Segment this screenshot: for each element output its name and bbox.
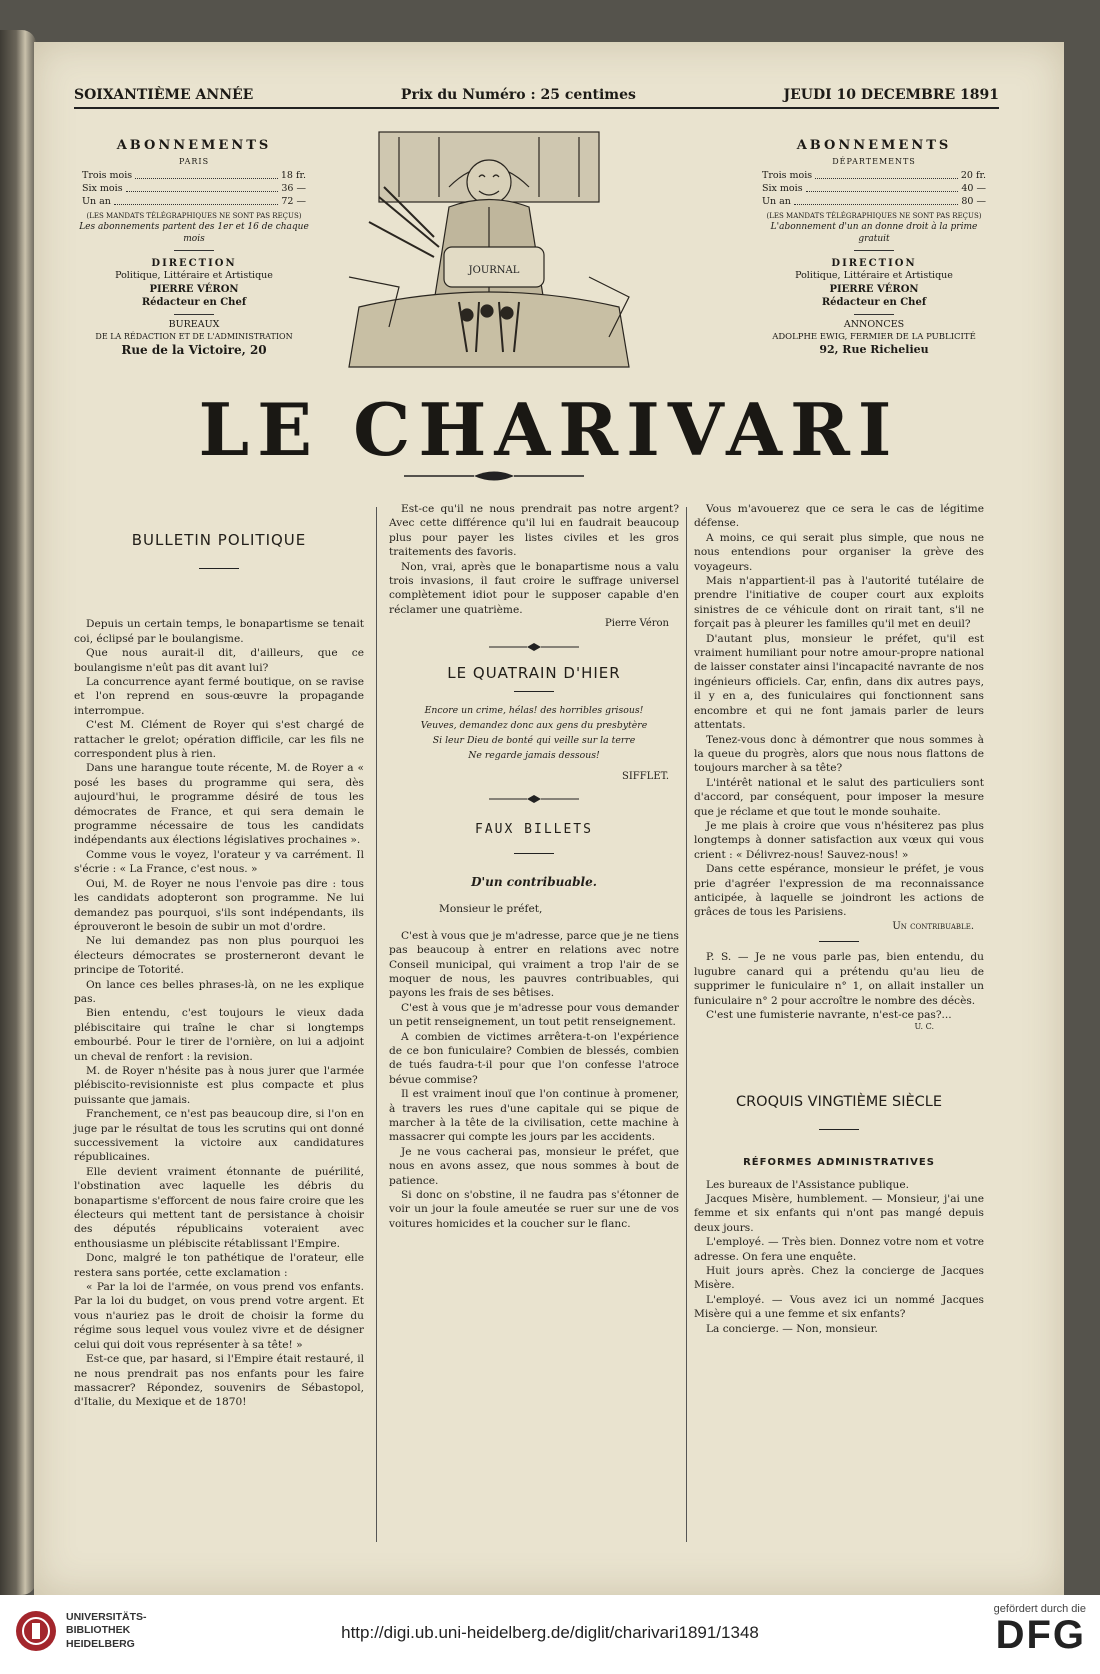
paragraph: La concurrence ayant fermé boutique, on se ravise et l'on reprend en sous-œuvre la propagande interrompue. — [74, 676, 364, 717]
column-rule — [376, 507, 377, 1542]
subscription-box-paris — [74, 137, 314, 359]
letter-continued — [694, 502, 984, 920]
poem-line: Si leur Dieu de bonté qui veille sur la terre — [432, 734, 636, 746]
paragraph: Je ne vous cacherai pas, monsieur le préfet, que nous en avons assez, que nous sommes à bout de patience. — [389, 1145, 679, 1187]
paragraph: Donc, malgré le ton pathétique de l'orateur, elle restera sans portée, cette exclamation : — [74, 1252, 364, 1279]
annonces-address: 92, Rue Richelieu — [819, 343, 929, 357]
paragraph: Tenez-vous donc à démontrer que nous sommes à la queue du progrès, alors que nous nous flattons de toujours marcher à sa tête? — [694, 733, 984, 775]
paragraph: Si donc on s'obstine, il ne faudra pas s'étonner de voir un jour la foule ameutée se ruer sur une de vos voitures homicides et la coucher sur le flanc. — [389, 1189, 679, 1230]
signature-contribuable: Un contribuable. — [892, 920, 974, 932]
newspaper-page — [34, 42, 1064, 1595]
paragraph: Non, vrai, après que le bonapartisme nous a valu trois invasions, il faut croire le suffrage universel complètement idiot pour le supposer capable d'en réclamer une quatrième. — [389, 560, 679, 616]
ornament-divider — [489, 643, 579, 651]
direction-line: Politique, Littéraire et Artistique — [115, 270, 273, 281]
direction-title: DIRECTION — [831, 257, 917, 269]
letter-body — [389, 929, 679, 1232]
header-year: SOIXANTIÈME ANNÉE — [74, 87, 254, 103]
paragraph: A moins, ce qui serait plus simple, que nous ne nous entendions pour organiser la grève des voyageurs. — [694, 531, 984, 573]
rate-row: Six mois 40 — — [762, 183, 986, 195]
masthead-vignette-illustration — [339, 127, 639, 377]
paragraph: Huit jours après. Chez la concierge de Jacques Misère. — [694, 1265, 984, 1292]
header-line — [74, 87, 999, 109]
paragraph: Comme vous le voyez, l'orateur y va carrément. Il s'écrie : « La France, c'est nous. » — [74, 848, 364, 876]
faux-billets-subtitle: D'un contribuable. — [471, 875, 597, 889]
box-title: ABONNEMENTS — [116, 138, 272, 153]
bureaux-line: DE LA RÉDACTION ET DE L'ADMINISTRATION — [95, 331, 293, 341]
paragraph: D'autant plus, monsieur le préfet, qu'il est vraiment humiliant pour notre amour-propre national de laisser constater ainsi l'incapacité navrante de nos ingénieurs officiels. Car, enfin, dans dix autres pays, il y en a, des funiculaires qui fonctionnent sans encombre et qui ne font jamais parler de leurs attentats. — [694, 632, 984, 732]
paragraph: Que nous aurait-il dit, d'ailleurs, que ce boulangisme n'eût pas dit avant lui? — [74, 647, 364, 674]
bulletin-politique-body — [74, 617, 364, 1409]
bureaux-title: BUREAUX — [168, 318, 220, 330]
paragraph: Mais n'appartient-il pas à l'autorité tutélaire de prendre l'initiative de couper court aux exploits sinistres de ce véhicule dont on rirait tant, s'il ne forçait pas à pleurer les familles qu'il met en deuil? — [694, 575, 984, 631]
poem-line: Encore un crime, hélas! des horribles grisous! — [424, 705, 644, 717]
library-footer — [0, 1595, 1100, 1674]
signature-uc: U. C. — [914, 1022, 934, 1032]
paragraph: L'employé. — Vous avez ici un nommé Jacques Misère qui a une femme et six enfants? — [694, 1293, 984, 1321]
annonces-title: ANNONCES — [843, 318, 905, 330]
paragraph: Ne lui demandez pas non plus pourquoi les électeurs démocrates se prosterneront devant le principe de Totorité. — [74, 935, 364, 977]
rate-row: Trois mois 20 fr. — [762, 170, 986, 182]
box-note: (LES MANDATS TÉLÉGRAPHIQUES NE SONT PAS REÇUS) — [766, 211, 982, 220]
annonces-line: ADOLPHE EWIG, FERMIER DE LA PUBLICITÉ — [772, 331, 976, 342]
column-rule — [686, 507, 687, 1542]
paragraph: Franchement, ce n'est pas beaucoup dire, si l'on en juge par le résultat de tous les scrutins qui ont donné successivement la victoire aux candidatures républicaines. — [74, 1108, 364, 1164]
rate-row: Un an 80 — — [762, 195, 986, 207]
rate-row: Un an 72 — — [82, 195, 306, 207]
paragraph: Dans cette espérance, monsieur le préfet, je vous prie d'agréer l'expression de ma reconnaissance anticipée, à laquelle se joindront les actions de grâces de tous les Parisiens. — [694, 863, 984, 919]
box-note: (LES MANDATS TÉLÉGRAPHIQUES NE SONT PAS REÇUS) — [86, 211, 302, 220]
signature-pierre-veron: Pierre Véron — [605, 618, 669, 630]
paragraph: Vous m'avouerez que ce sera le cas de légitime défense. — [694, 503, 984, 530]
column-3 — [694, 502, 984, 1336]
paragraph: Bien entendu, c'est toujours le vieux dada plébiscitaire qui traîne le char si longtemps embourbé. Pour le tirer de l'ornière, on lui a adjoint un cheval de renfort : la revision. — [74, 1007, 364, 1063]
signature-sifflet: SIFFLET. — [622, 770, 669, 782]
paragraph: Il est vraiment inouï que l'on continue à promener, à travers les rues d'une capitale qui se pique de marcher à la tête de la civilisation, cette machine à massacrer qui compte les jours par les accidents. — [389, 1088, 679, 1144]
ornament-divider — [489, 795, 579, 803]
dfg-funding-branding — [994, 1603, 1086, 1655]
box-italic-note: L'abonnement d'un an donne droit à la prime gratuit — [770, 222, 978, 245]
rate-row: Six mois 36 — — [82, 183, 306, 195]
paragraph: C'est à vous que je m'adresse, parce que je ne tiens pas beaucoup à entrer en relations avec notre Conseil municipal, qui vraiment a trop l'air de se moquer de nous, les pauvres contribuables, qui payons les frais de ses bêtises. — [389, 929, 679, 1000]
paragraph: L'employé. — Très bien. Donnez votre nom et votre adresse. On fera une enquête. — [694, 1236, 984, 1263]
paragraph: Dans une harangue toute récente, M. de Royer a « posé les bases du programme qui sera, dès aujourd'hui, le programme désiré de tous les démocrates de France, et qui sera demain le programme nécessaire de tous les candidats indépendants aux élections législatives prochaines ». — [74, 762, 364, 847]
bulletin-politique-title: BULLETIN POLITIQUE — [131, 531, 307, 549]
paragraph: C'est à vous que je m'adresse pour vous demander un petit renseignement, un tout petit renseignement. — [389, 1001, 679, 1029]
editor-name: PIERRE VÉRON — [149, 283, 239, 295]
direction-line: Politique, Littéraire et Artistique — [795, 270, 953, 281]
quatrain-title: LE QUATRAIN D'HIER — [447, 663, 621, 682]
paragraph: La concierge. — Non, monsieur. — [706, 1322, 878, 1335]
editor-role: Rédacteur en Chef — [141, 297, 247, 309]
subscription-box-departements — [754, 137, 994, 358]
box-italic-note: Les abonnements partent des 1er et 16 de chaque mois — [79, 222, 309, 245]
bulletin-continued — [389, 502, 679, 617]
reformes-body — [694, 1178, 984, 1336]
column-1 — [74, 502, 364, 1410]
paragraph: Est-ce que, par hasard, si l'Empire était restauré, il ne nous prendrait pas nos enfants pour les faire massacrer? Répondez, souvenirs de Sébastopol, d'Italie, du Mexique et de 1870! — [74, 1353, 364, 1409]
quatrain-poem — [389, 704, 679, 764]
paragraph: Les bureaux de l'Assistance publique. — [706, 1178, 909, 1191]
paragraph: « Par la loi de l'armée, on vous prend vos enfants. Par la loi du budget, on vous prend votre argent. Et vous n'auriez pas le droit de choisir la forme du régime sous lequel vous voulez vivre et de désigner celui qui doit vous représenter à sa tête! » — [74, 1281, 364, 1351]
header-date: JEUDI 10 DECEMBRE 1891 — [783, 87, 999, 103]
poem-line: Ne regarde jamais dessous! — [468, 749, 600, 761]
paragraph: On lance ces belles phrases-là, on ne les explique pas. — [74, 978, 364, 1005]
croquis-title: CROQUIS VINGTIÈME SIÈCLE — [735, 1094, 943, 1111]
paragraph: Oui, M. de Royer ne nous l'envoie pas dire : tous les candidats adopteront son programme. Ne lui demandez pas pourquoi, s'ils sont indépendants, ils éprouveront le besoin de subir un mot d'ordre. — [74, 877, 364, 933]
faux-billets-title: FAUX BILLETS — [475, 822, 593, 838]
paragraph: P. S. — Je ne vous parle pas, bien entendu, du lugubre canard qui a prétendu qu'au lieu de supprimer le funiculaire n° 1, on allait installer un funiculaire n° 2 pour accroître le nombre des décès. — [694, 951, 984, 1007]
paragraph: C'est M. Clément de Royer qui s'est chargé de rattacher le grelot; opération difficile, car les fils ne correspondent plus à rien. — [74, 719, 364, 761]
editor-role: Rédacteur en Chef — [821, 297, 927, 309]
paragraph: L'intérêt national et le salut des particuliers sont d'accord, par conséquent, pour imposer la mesure que je réclame et que tout le monde souhaite. — [694, 776, 984, 818]
masthead-ornament — [404, 469, 584, 483]
masthead-title: LE CHARIVARI — [198, 387, 900, 472]
postscript — [694, 950, 984, 1022]
box-subtitle: DÉPARTEMENTS — [832, 156, 916, 166]
box-subtitle: PARIS — [178, 156, 210, 166]
dfg-logo: DFG — [995, 1613, 1086, 1657]
letter-salutation: Monsieur le préfet, — [439, 903, 543, 916]
direction-title: DIRECTION — [151, 257, 237, 269]
paragraph: C'est une fumisterie navrante, n'est-ce pas?... — [706, 1009, 952, 1021]
rate-row: Trois mois 18 fr. — [82, 170, 306, 182]
source-url-link[interactable]: http://digi.ub.uni-heidelberg.de/diglit/charivari1891/1348 — [341, 1623, 759, 1642]
poem-line: Veuves, demandez donc aux gens du presbytère — [420, 720, 648, 732]
reformes-title: RÉFORMES ADMINISTRATIVES — [743, 1157, 935, 1168]
paragraph: Depuis un certain temps, le bonapartisme se tenait coi, éclipsé par le boulangisme. — [74, 618, 364, 645]
book-binding — [0, 30, 36, 1595]
dfg-caption: gefördert durch die — [993, 1603, 1086, 1615]
paragraph: M. de Royer n'hésite pas à nous jurer que l'armée plébiscito-revisionniste est plus compacte et plus puissante que jamais. — [74, 1064, 364, 1106]
university-name: UNIVERSITÄTS- BIBLIOTHEK HEIDELBERG — [66, 1610, 147, 1650]
header-price: Prix du Numéro : 25 centimes — [400, 87, 636, 103]
bureaux-address: Rue de la Victoire, 20 — [121, 343, 267, 358]
column-2 — [389, 502, 679, 1231]
editor-name: PIERRE VÉRON — [829, 283, 919, 295]
paragraph: Jacques Misère, humblement. — Monsieur, j'ai une femme et six enfants qui n'ont pas mangé depuis deux jours. — [694, 1193, 984, 1234]
paragraph: Je me plais à croire que vous n'hésiterez pas plus longtemps à donner satisfaction aux vœux qui vous crient : « Délivrez-nous! Sauvez-nous! » — [694, 819, 984, 861]
paragraph: A combien de victimes arrêtera-t-on l'expérience de ce bon funiculaire? Combien de blessés, combien de tués faudra-t-il pour que l'on confesse l'atroce bévue commise? — [389, 1030, 679, 1086]
paragraph: Est-ce qu'il ne nous prendrait pas notre argent? Avec cette différence qu'il lui en faudrait beaucoup plus pour payer les listes civiles et les gros traitements des favoris. — [389, 503, 679, 559]
vignette-journal-label: JOURNAL — [468, 265, 520, 276]
box-title: ABONNEMENTS — [796, 138, 952, 153]
paragraph: Elle devient vraiment étonnante de puérilité, l'obstination avec laquelle les débris du bonapartisme s'efforcent de nous faire croire que les électeurs qui mettent tant de persistance à choisir des députés républicains voteraient avec enthousiasme un plébiscite rétablissant l'Empire. — [74, 1165, 364, 1250]
